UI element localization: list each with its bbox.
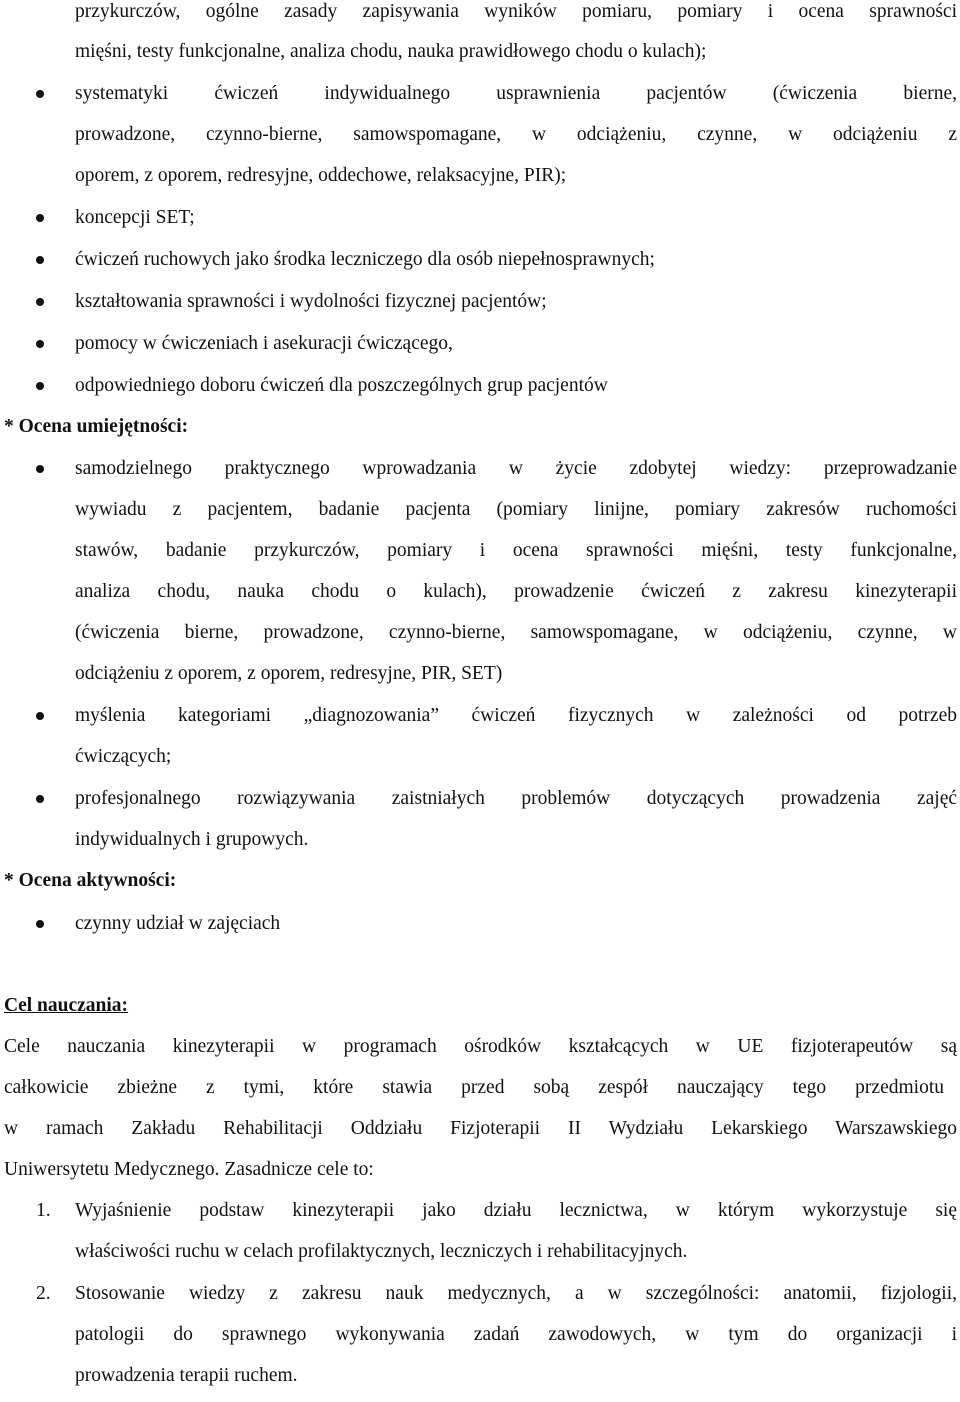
bullet-icon <box>36 340 44 348</box>
list-item-line: odciążeniu z oporem, z oporem, redresyjne, PIR, SET) <box>75 663 503 684</box>
list-item-line: kształtowania sprawności i wydolności fizycznej pacjentów; <box>75 291 547 312</box>
text-line: mięśni, testy funkcjonalne, analiza chodu, nauka prawidłowego chodu o kulach); <box>75 41 707 62</box>
paragraph-line: Cele nauczania kinezyterapii w programach ośrodków kształcących w UE fizjoterapeutów są <box>4 1036 957 1057</box>
section-heading-skills: * Ocena umiejętności: <box>4 416 189 437</box>
numbered-item-line: Stosowanie wiedzy z zakresu nauk medycznych, a w szczególności: anatomii, fizjologii, <box>75 1283 957 1304</box>
list-number: 2. <box>36 1283 51 1304</box>
bullet-icon <box>36 382 44 390</box>
list-number: 1. <box>36 1200 51 1221</box>
list-item-line: czynny udział w zajęciach <box>75 913 281 934</box>
numbered-item-line: właściwości ruchu w celach profilaktycznych, leczniczych i rehabilitacyjnych. <box>75 1241 688 1262</box>
list-item-line: wywiadu z pacjentem, badanie pacjenta (pomiary linijne, pomiary zakresów ruchomości <box>75 499 957 520</box>
list-item-line: odpowiedniego doboru ćwiczeń dla poszczególnych grup pacjentów <box>75 375 608 396</box>
list-item-line: (ćwiczenia bierne, prowadzone, czynno-bierne, samowspomagane, w odciążeniu, czynne, w <box>75 622 957 643</box>
list-item-line: ćwiczących; <box>75 746 172 767</box>
section-heading-activity: * Ocena aktywności: <box>4 870 177 891</box>
list-item-line: oporem, z oporem, redresyjne, oddechowe, relaksacyjne, PIR); <box>75 165 567 186</box>
list-item-line: prowadzone, czynno-bierne, samowspomagane, w odciążeniu, czynne, w odciążeniu z <box>75 124 957 145</box>
bullet-icon <box>36 712 44 720</box>
list-item-line: myślenia kategoriami „diagnozowania” ćwiczeń fizycznych w zależności od potrzeb <box>75 705 957 726</box>
list-item-line: koncepcji SET; <box>75 207 195 228</box>
list-item-line: ćwiczeń ruchowych jako środka leczniczego dla osób niepełnosprawnych; <box>75 249 655 270</box>
list-item-line: systematyki ćwiczeń indywidualnego usprawnienia pacjentów (ćwiczenia bierne, <box>75 83 957 104</box>
paragraph-line: w ramach Zakładu Rehabilitacji Oddziału Fizjoterapii II Wydziału Lekarskiego Warszawskiego <box>4 1118 957 1139</box>
bullet-icon <box>36 465 44 473</box>
list-item-line: stawów, badanie przykurczów, pomiary i ocena sprawności mięśni, testy funkcjonalne, <box>75 540 957 561</box>
numbered-item-line: patologii do sprawnego wykonywania zadań zawodowych, w tym do organizacji i <box>75 1324 957 1345</box>
numbered-item-line: prowadzenia terapii ruchem. <box>75 1365 298 1386</box>
list-item-line: samodzielnego praktycznego wprowadzania w życie zdobytej wiedzy: przeprowadzanie <box>75 458 957 479</box>
list-item-line: pomocy w ćwiczeniach i asekuracji ćwiczącego, <box>75 333 453 354</box>
bullet-icon <box>36 795 44 803</box>
section-heading-goals: Cel nauczania: <box>4 995 129 1016</box>
list-item-line: profesjonalnego rozwiązywania zaistniałych problemów dotyczących prowadzenia zajęć <box>75 788 957 809</box>
text-line: przykurczów, ogólne zasady zapisywania wyników pomiaru, pomiary i ocena sprawności <box>75 1 957 22</box>
bullet-icon <box>36 214 44 222</box>
bullet-icon <box>36 90 44 98</box>
paragraph-line: Uniwersytetu Medycznego. Zasadnicze cele to: <box>4 1159 374 1180</box>
bullet-icon <box>36 298 44 306</box>
numbered-item-line: Wyjaśnienie podstaw kinezyterapii jako działu lecznictwa, w którym wykorzystuje się <box>75 1200 957 1221</box>
bullet-icon <box>36 256 44 264</box>
paragraph-line: całkowicie zbieżne z tymi, które stawia przed sobą zespół nauczający tego przedmiotu <box>4 1077 944 1098</box>
bullet-icon <box>36 920 44 928</box>
list-item-line: indywidualnych i grupowych. <box>75 829 309 850</box>
list-item-line: analiza chodu, nauka chodu o kulach), prowadzenie ćwiczeń z zakresu kinezyterapii <box>75 581 957 602</box>
